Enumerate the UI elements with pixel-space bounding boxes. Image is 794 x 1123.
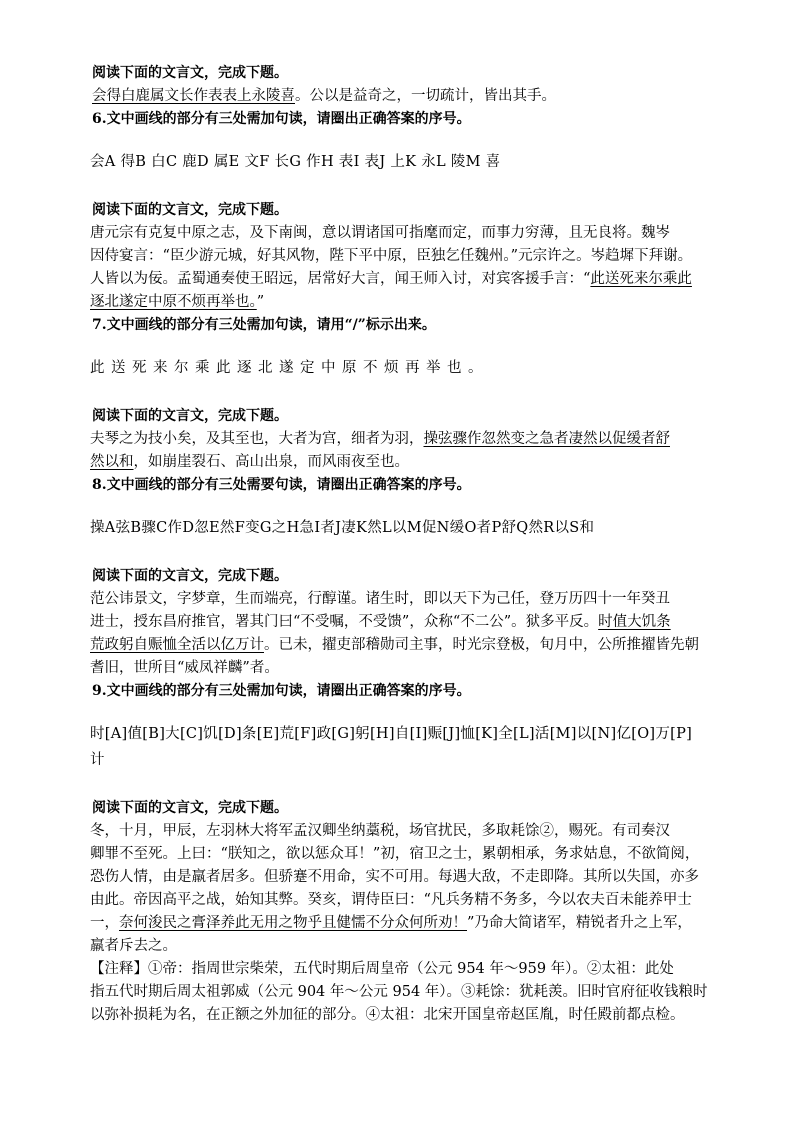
answer-options: 会A 得B 白C 鹿D 属E 文F 长G 作H 表I 表J 上K 永L 陵M 喜	[90, 154, 501, 170]
passage-text: 进士，授东昌府推官，署其门曰“不受嘱，不受馈”，众称“不二公”。狱多平反。	[90, 614, 599, 630]
section-header: 阅读下面的文言文，完成下题。	[92, 408, 288, 424]
section-header: 阅读下面的文言文，完成下题。	[92, 800, 288, 816]
passage-text: 夫琴之为技小矣，及其至也，大者为宫，细者为羽，	[90, 431, 424, 447]
passage-paragraph	[90, 588, 732, 680]
passage-line: 耆旧，世所目“威凤祥麟”者。	[90, 660, 279, 676]
passage-text: ”乃命大简诸军，精锐者升之上军，	[467, 915, 692, 931]
note-line: ①帝：指周世宗柴荣，五代时期后周皇帝（公元 954 年～959 年）。②太祖：此处	[148, 961, 674, 977]
passage-line: 冬，十月，甲辰，左羽林大将军孟汉卿坐纳藁税，场官扰民，多取耗馀②，赐死。有司奏汉	[90, 823, 670, 839]
passage-text: ，如崩崖裂石、高山出泉，而风雨夜至也。	[133, 454, 409, 470]
passage-line: 恐伤人情，由是羸者居多。但骄蹇不用命，实不可用。每遇大敌，不走即降。其所以失国，亦多	[90, 869, 699, 885]
question-prompt: 7.文中画线的部分有三处需加句读，请用“/”标示出来。	[92, 317, 436, 333]
passage-line: 羸者斥去之。	[90, 938, 177, 954]
underlined-passage: 操弦骤作忽然变之急者凄然以促缓者舒	[423, 431, 670, 447]
passage-line: 由此。帝因高平之战，始知其弊。癸亥，谓侍臣曰：“凡兵务精不务多，今以农夫百未能养甲士	[90, 892, 692, 908]
note-line: 指五代时期后周太祖郭威（公元 904 年～公元 954 年）。③耗馀：犹耗羡。旧时官府征收钱粮时	[90, 984, 708, 1000]
passage-paragraph	[90, 85, 732, 108]
passage-line: 人皆以为佞。孟蜀通奏使王昭远，居常好大言，闻王师入讨，对宾客援手言：“	[90, 271, 591, 287]
question-prompt: 8.文中画线的部分有三处需要句读，请圈出正确答案的序号。	[92, 477, 471, 493]
passage-paragraph	[90, 222, 732, 314]
document-page	[90, 62, 732, 1027]
answer-options-line: 计	[90, 752, 105, 768]
answer-options-line: 时[A]值[B]大[C]饥[D]条[E]荒[F]政[G]躬[H]自[I]赈[J]恤[K]全[L]活[M]以[N]亿[O]万[P]	[90, 726, 693, 742]
answer-options	[90, 721, 732, 773]
underlined-passage: 逐北遂定中原不烦再举也。	[90, 294, 257, 310]
underlined-passage: 然以和	[90, 454, 134, 470]
underlined-passage: 时值大饥条	[598, 614, 671, 630]
passage-text: ”	[256, 294, 265, 310]
question-prompt: 9.文中画线的部分有三处需加句读，请圈出正确答案的序号。	[92, 683, 471, 699]
passage-text: 一，	[90, 915, 119, 931]
passage-line: 范公讳景文，字梦章，生而端亮，行醇谨。诸生时，即以天下为己任，登万历四十一年癸丑	[90, 591, 670, 607]
passage-line: 卿罪不至死。上曰：“朕知之，欲以惩众耳！”初，宿卫之士，累朝相承，务求姑息，不欲简阅，	[90, 846, 700, 862]
section-header: 阅读下面的文言文，完成下题。	[92, 65, 288, 81]
underlined-passage: 奈何浚民之膏泽养此无用之物乎且健懦不分众何所劝！	[119, 915, 467, 931]
passage-text: 。公以是益奇之，一切疏计，皆出其手。	[295, 88, 556, 104]
section-header: 阅读下面的文言文，完成下题。	[92, 568, 288, 584]
passage-line: 唐元宗有克复中原之志，及下南闽，意以谓诸国可指麾而定，而事力穷薄，且无良将。魏岑	[90, 225, 670, 241]
section-header: 阅读下面的文言文，完成下题。	[92, 202, 288, 218]
passage-paragraph	[90, 820, 732, 958]
underlined-passage: 荒政躬自赈恤全活以亿万计	[90, 637, 264, 653]
answer-options: 此送死来尔乘此逐北遂定中原不烦再举也。	[90, 360, 489, 376]
passage-text: 。已未，擢吏部稽勋司主事，时光宗登极，旬月中，公所推擢皆先朝	[264, 637, 699, 653]
answer-options: 操A弦B骤C作D忽E然F变G之H急I者J凄K然L以M促N缓O者P舒Q然R以S和	[90, 520, 595, 536]
passage-line: 因侍宴言：“臣少游元城，好其风物，陛下平中原，臣独乞任魏州。”元宗许之。岑趋墀下拜谢。	[90, 248, 693, 264]
underlined-passage: 此送死来尔乘此	[590, 271, 692, 287]
underlined-passage: 会得白鹿属文长作表表上永陵喜	[92, 88, 295, 104]
notes-label: 【注释】	[90, 961, 148, 977]
question-prompt: 6.文中画线的部分有三处需加句读，请圈出正确答案的序号。	[92, 111, 471, 127]
annotation-notes	[90, 958, 732, 1027]
note-line: 以弥补损耗为名，在正额之外加征的部分。④太祖：北宋开国皇帝赵匡胤，时任殿前都点检。	[90, 1007, 685, 1023]
passage-paragraph	[90, 428, 732, 474]
